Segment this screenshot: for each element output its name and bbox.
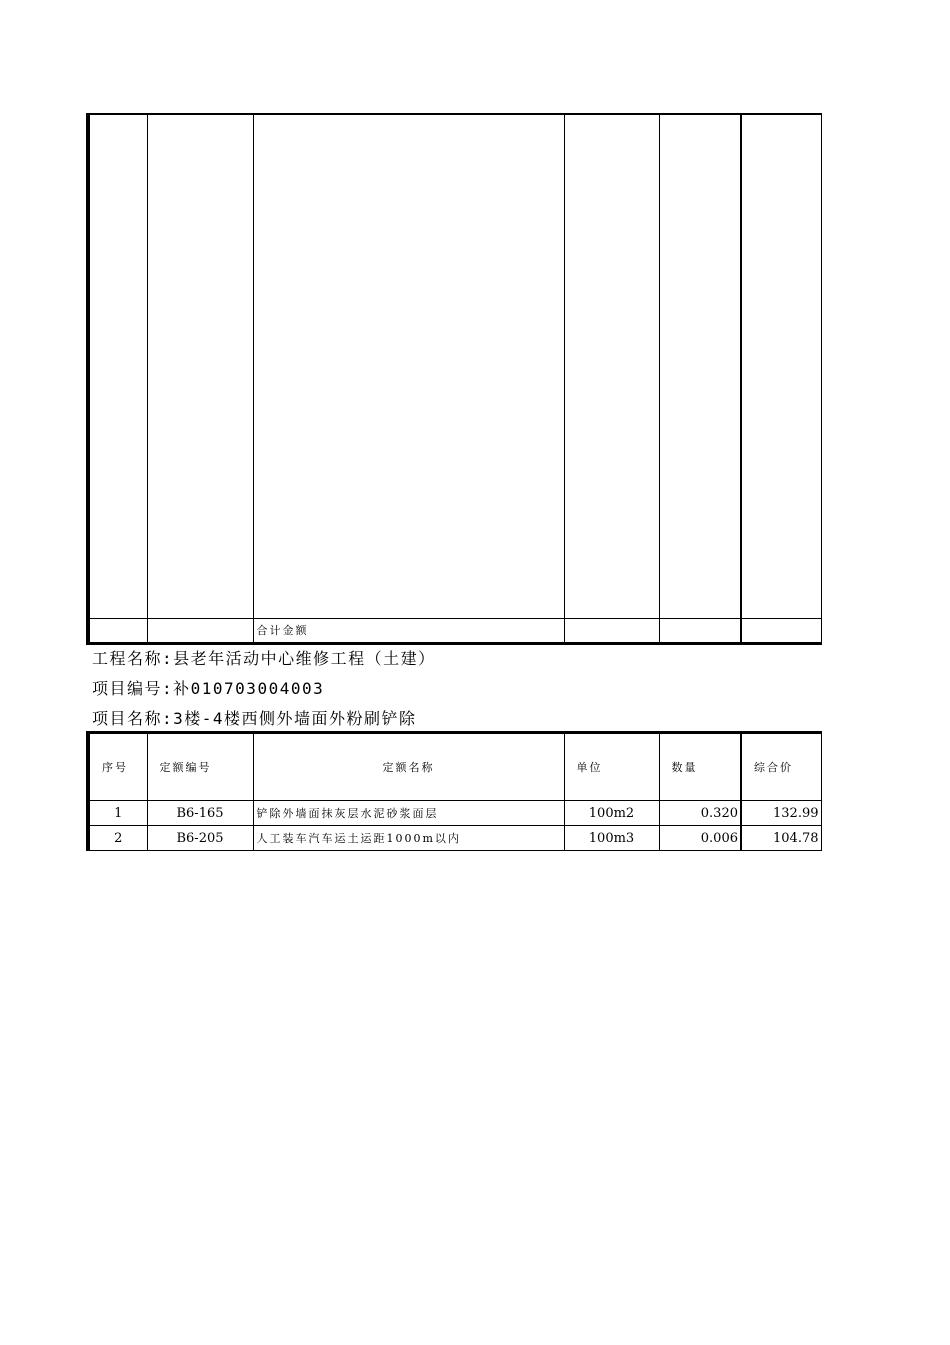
table-cell [564, 114, 659, 619]
table-cell [659, 114, 741, 619]
table-cell [147, 619, 253, 644]
project-code: 补010703004003 [173, 679, 325, 698]
table-cell [88, 619, 147, 644]
summary-label: 合计金额 [253, 619, 564, 644]
header-code: 定额编号 [147, 733, 253, 801]
project-item-line [92, 706, 417, 729]
row-qty: 0.006 [659, 826, 741, 851]
header-no: 序号 [88, 733, 147, 801]
summary-row [88, 619, 821, 644]
row-unit: 100m3 [564, 826, 659, 851]
row-name: 铲除外墙面抹灰层水泥砂浆面层 [253, 801, 564, 826]
row-unit: 100m2 [564, 801, 659, 826]
table-row [88, 801, 821, 826]
row-code: B6-205 [147, 826, 253, 851]
project-name-line [92, 646, 436, 669]
row-no: 1 [88, 801, 147, 826]
continued-table [86, 113, 822, 645]
table-cell [741, 619, 821, 644]
project-code-label: 项目编号: [92, 679, 174, 698]
project-item-label: 项目名称: [92, 709, 174, 728]
row-code: B6-165 [147, 801, 253, 826]
header-unit: 单位 [564, 733, 659, 801]
table-cell [253, 114, 564, 619]
row-price: 132.99 [741, 801, 821, 826]
table-cell [147, 114, 253, 619]
detail-table [86, 731, 822, 851]
table-cell [741, 114, 821, 619]
project-item: 3楼-4楼西侧外墙面外粉刷铲除 [173, 709, 417, 728]
row-qty: 0.320 [659, 801, 741, 826]
table-cell [659, 619, 741, 644]
table-row [88, 114, 821, 619]
table-cell [88, 114, 147, 619]
row-name: 人工装车汽车运土运距1000m以内 [253, 826, 564, 851]
row-price: 104.78 [741, 826, 821, 851]
header-qty: 数量 [659, 733, 741, 801]
project-code-line [92, 676, 324, 699]
header-name: 定额名称 [253, 733, 564, 801]
table-header-row [88, 733, 821, 801]
project-name: 县老年活动中心维修工程（土建） [173, 649, 436, 668]
header-price: 综合价 [741, 733, 821, 801]
table-row [88, 826, 821, 851]
project-name-label: 工程名称: [92, 649, 174, 668]
table-cell [564, 619, 659, 644]
row-no: 2 [88, 826, 147, 851]
